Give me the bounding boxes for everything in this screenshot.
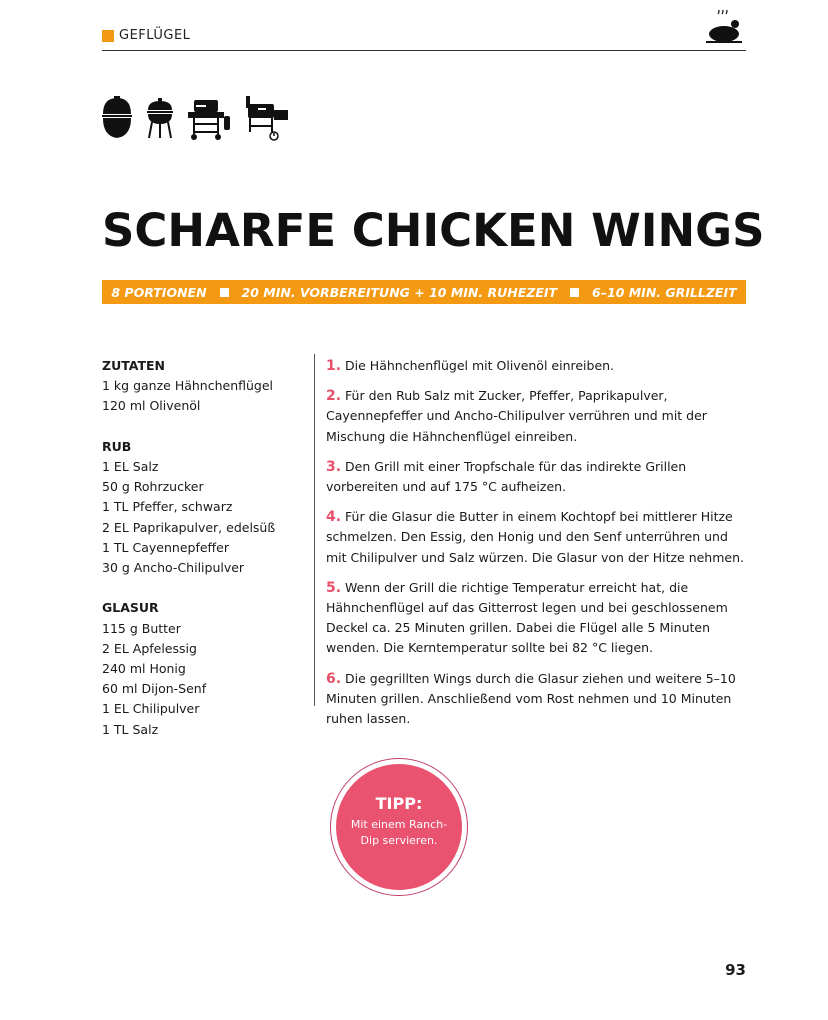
smoker-grill-icon <box>244 96 290 142</box>
grill-time-label: 6–10 MIN. GRILLZEIT <box>592 284 737 300</box>
ingredients-list <box>102 356 302 740</box>
column-divider <box>314 354 315 706</box>
step-text: Die gegrillten Wings durch die Glasur ziehen und weitere 5–10 Minuten grillen. Anschließend vom Rost nehmen und 10 Minuten ruhen lassen. <box>326 670 736 727</box>
gas-grill-icon <box>186 96 230 142</box>
ingredient-item: 1 TL Cayennepfeffer <box>102 539 229 555</box>
ingredients-heading-rub: RUB <box>102 438 132 454</box>
step-item <box>326 669 752 730</box>
step-number: 3. <box>326 458 342 475</box>
kamado-grill-icon <box>100 96 134 142</box>
tip-text: Mit einem Ranch-Dip servieren. <box>350 818 448 847</box>
tip-badge <box>330 758 468 896</box>
step-number: 5. <box>326 579 342 596</box>
steps-list <box>326 356 752 739</box>
ingredient-item: 2 EL Paprikapulver, edelsüß <box>102 519 276 535</box>
step-item <box>326 356 752 376</box>
ingredient-item: 1 TL Pfeffer, schwarz <box>102 499 233 515</box>
step-item <box>326 578 752 659</box>
step-text: Für die Glasur die Butter in einem Kochtopf bei mittlerer Hitze schmelzen. Den Essig, den Honig und den Senf unterrühren und mit Chilipulver und Salz würzen. Die Glasur von der Hitze nehmen. <box>326 509 744 565</box>
ingredient-item: 1 EL Chilipulver <box>102 701 200 717</box>
chicken-icon <box>704 10 744 46</box>
prep-time-label: 20 MIN. VORBEREITUNG + 10 MIN. RUHEZEIT <box>241 284 558 300</box>
ingredient-item: 1 TL Salz <box>102 721 159 737</box>
ingredient-item: 120 ml Olivenöl <box>102 398 201 414</box>
tip-circle <box>336 764 462 890</box>
step-item <box>326 507 752 568</box>
ingredient-item: 50 g Rohrzucker <box>102 479 204 495</box>
recipe-title: SCHARFE CHICKEN WINGS <box>102 204 765 257</box>
ingredient-item: 60 ml Dijon-Senf <box>102 681 207 697</box>
ingredient-item: 115 g Butter <box>102 620 181 636</box>
page-number: 93 <box>725 961 746 979</box>
step-number: 1. <box>326 358 342 374</box>
ingredient-item: 30 g Ancho-Chilipulver <box>102 560 245 576</box>
section-label: GEFLÜGEL <box>119 28 191 43</box>
step-text: Wenn der Grill die richtige Temperatur erreicht hat, die Hähnchenflügel auf das Gitterrost legen und bei geschlossenem Deckel ca. 25 Minuten grillen. Dabei die Flügel alle 5 Minuten wenden. Die Kerntemperatur sollte bei 82 °C liegen. <box>326 579 728 656</box>
section-header <box>102 26 746 51</box>
step-number: 4. <box>326 509 342 526</box>
info-bar <box>102 280 746 304</box>
step-text: Die Hähnchenflügel mit Olivenöl einreiben. <box>345 358 615 373</box>
separator-square <box>570 288 579 297</box>
separator-square <box>220 288 229 297</box>
ingredient-item: 240 ml Honig <box>102 661 186 677</box>
section-marker <box>102 30 114 42</box>
tip-title: TIPP: <box>375 794 423 813</box>
grill-type-icons <box>100 96 300 142</box>
step-item <box>326 457 752 497</box>
step-number: 6. <box>326 670 342 687</box>
portions-label: 8 PORTIONEN <box>111 284 207 300</box>
kettle-grill-icon <box>146 96 174 142</box>
step-text: Für den Rub Salz mit Zucker, Pfeffer, Paprikapulver, Cayennepfeffer und Ancho-Chilipulver verrühren und mit der Mischung die Hähnchenflügel einreiben. <box>326 388 707 444</box>
ingredient-item: 1 EL Salz <box>102 459 159 474</box>
ingredients-heading-glasur: GLASUR <box>102 600 159 616</box>
step-item <box>326 386 752 447</box>
ingredient-item: 1 kg ganze Hähnchenflügel <box>102 378 274 394</box>
ingredient-item: 2 EL Apfelessig <box>102 640 197 656</box>
step-text: Den Grill mit einer Tropfschale für das indirekte Grillen vorbereiten und auf 175 °C aufheizen. <box>326 458 687 495</box>
ingredients-heading-zutaten: ZUTATEN <box>102 358 166 373</box>
step-number: 2. <box>326 388 342 405</box>
